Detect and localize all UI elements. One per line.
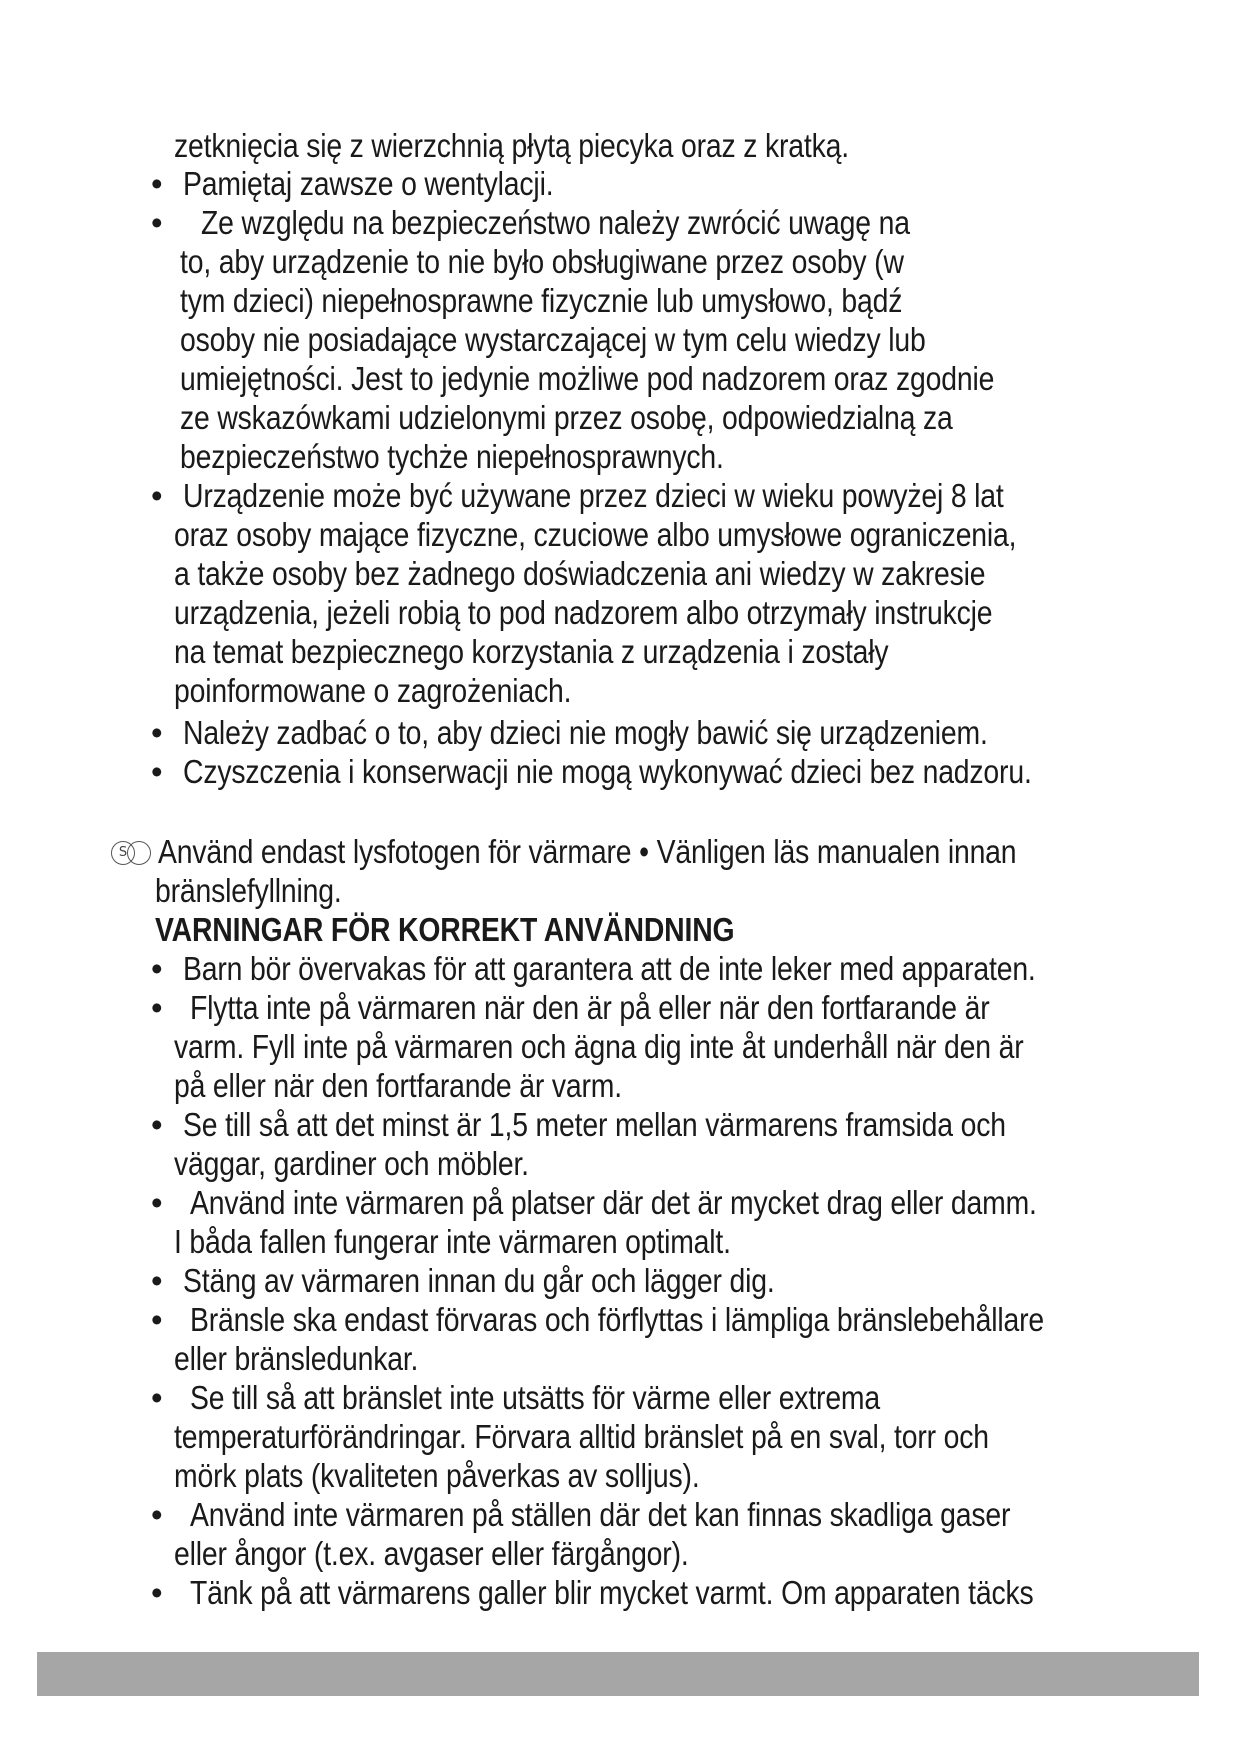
- text-line: poinformowane o zagrożeniach.: [174, 672, 572, 709]
- text-line: tym dzieci) niepełnosprawne fizycznie lub umysłowo, bądź: [180, 282, 903, 319]
- text-line: to, aby urządzenie to nie było obsługiwane przez osoby (w: [180, 243, 904, 280]
- bullet: •: [151, 204, 163, 241]
- text-line: varm. Fyll inte på värmaren och ägna dig inte åt underhåll när den är: [174, 1028, 1024, 1065]
- text-line: Se till så att bränslet inte utsätts för värme eller extrema: [190, 1379, 881, 1416]
- text-line: eller bränsledunkar.: [174, 1340, 419, 1377]
- text-line: Stäng av värmaren innan du går och lägger dig.: [183, 1262, 775, 1299]
- text-line: mörk plats (kvaliteten påverkas av solljus).: [174, 1457, 700, 1494]
- text-line: Tänk på att värmarens galler blir mycket varmt. Om apparaten täcks: [190, 1574, 1034, 1611]
- bullet: •: [151, 753, 163, 790]
- text-line: Använd inte värmaren på ställen där det kan finnas skadliga gaser: [190, 1496, 1011, 1533]
- bullet: •: [151, 989, 163, 1026]
- text-line: Barn bör övervakas för att garantera att de inte leker med apparaten.: [183, 950, 1036, 987]
- bullet: •: [151, 1379, 163, 1416]
- text-line: umiejętności. Jest to jedynie możliwe pod nadzorem oraz zgodnie: [180, 360, 995, 397]
- text-line: Se till så att det minst är 1,5 meter mellan värmarens framsida och: [183, 1106, 1006, 1143]
- text-line: eller ångor (t.ex. avgaser eller färgångor).: [174, 1535, 689, 1572]
- footer-bar: [37, 1652, 1199, 1696]
- text-line: osoby nie posiadające wystarczającej w tym celu wiedzy lub: [180, 321, 926, 358]
- text-line: Bränsle ska endast förvaras och förflyttas i lämpliga bränslebehållare: [190, 1301, 1045, 1338]
- bullet: •: [151, 1262, 163, 1299]
- text-line: Använd inte värmaren på platser där det är mycket drag eller damm.: [190, 1184, 1037, 1221]
- text-line: bezpieczeństwo tychże niepełnosprawnych.: [180, 438, 724, 475]
- bullet: •: [151, 950, 163, 987]
- text-line: I båda fallen fungerar inte värmaren optimalt.: [174, 1223, 731, 1260]
- bullet: •: [151, 1301, 163, 1338]
- intro-line: bränslefyllning.: [155, 872, 342, 909]
- text-line: a także osoby bez żadnego doświadczenia ani wiedzy w zakresie: [174, 555, 986, 592]
- bullet: •: [151, 1574, 163, 1611]
- section-heading: VARNINGAR FÖR KORREKT ANVÄNDNING: [155, 911, 735, 948]
- bullet: •: [151, 477, 163, 514]
- text-line: väggar, gardiner och möbler.: [174, 1145, 529, 1182]
- text-line: urządzenia, jeżeli robią to pod nadzorem albo otrzymały instrukcje: [174, 594, 993, 631]
- text-line: Czyszczenia i konserwacji nie mogą wykonywać dzieci bez nadzoru.: [183, 753, 1032, 790]
- text-line: Pamiętaj zawsze o wentylacji.: [183, 165, 554, 202]
- text-line: Flytta inte på värmaren när den är på eller när den fortfarande är: [190, 989, 990, 1026]
- text-line: Należy zadbać o to, aby dzieci nie mogły bawić się urządzeniem.: [183, 714, 988, 751]
- text-line: zetknięcia się z wierzchnią płytą piecyka oraz z kratką.: [174, 127, 849, 164]
- intro-line: Använd endast lysfotogen för värmare • Vänligen läs manualen innan: [158, 833, 1017, 870]
- text-line: Urządzenie może być używane przez dzieci w wieku powyżej 8 lat: [183, 477, 1004, 514]
- bullet: •: [151, 1496, 163, 1533]
- swedish-language-badge-icon: [107, 840, 159, 870]
- lang-badge-label: S: [118, 845, 128, 860]
- bullet: •: [151, 165, 163, 202]
- bullet: •: [151, 1106, 163, 1143]
- text-line: på eller när den fortfarande är varm.: [174, 1067, 622, 1104]
- bullet: •: [151, 714, 163, 751]
- bullet: •: [151, 1184, 163, 1221]
- text-line: ze wskazówkami udzielonymi przez osobę, odpowiedzialną za: [180, 399, 953, 436]
- text-line: na temat bezpiecznego korzystania z urządzenia i zostały: [174, 633, 889, 670]
- text-line: temperaturförändringar. Förvara alltid bränslet på en sval, torr och: [174, 1418, 989, 1455]
- text-line: Ze względu na bezpieczeństwo należy zwrócić uwagę na: [201, 204, 910, 241]
- text-line: oraz osoby mające fizyczne, czuciowe albo umysłowe ograniczenia,: [174, 516, 1017, 553]
